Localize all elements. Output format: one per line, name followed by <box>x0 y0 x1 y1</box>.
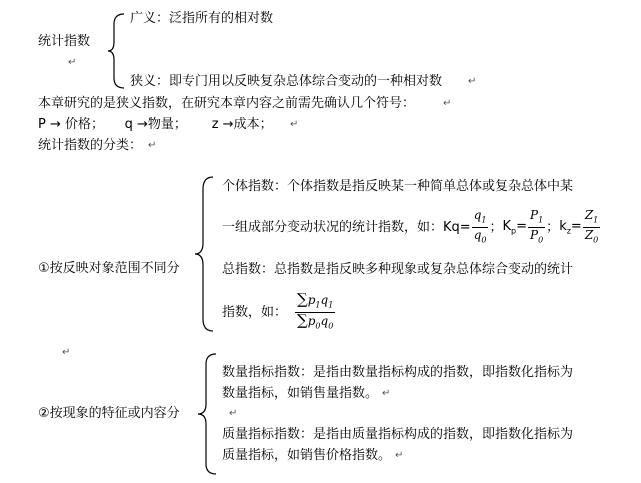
quantity-index-line2: 数量指标，如销售量指数。 <box>222 386 379 401</box>
return-mark: ↵ <box>68 57 77 68</box>
separator: ； <box>489 220 503 236</box>
quantity-index-line1: 数量指标指数：是指由数量指标构成的指数，即指数化指标为 <box>222 365 574 380</box>
section2-brace <box>196 352 220 478</box>
individual-index-text: 一组成部分变动状况的统计指数，如： <box>222 220 444 236</box>
kz-label: $k_z=$ <box>559 219 582 236</box>
aggregate-index-text: 指数，如： <box>222 305 288 321</box>
kq-label: Kq= <box>443 220 471 236</box>
kz-fraction: $\frac{Z_1}{Z_0}$ <box>584 208 599 245</box>
statistical-index-label: 统计指数 <box>38 34 91 49</box>
separator: ； <box>546 220 560 236</box>
scope-sentence: 本章研究的是狭义指数，在研究本章内容之前需先确认几个符号： <box>38 96 416 111</box>
quality-index-line2: 质量指标，如销售价格指数。 <box>222 448 392 463</box>
section2-label: ②按现象的特征或内容分 <box>38 406 180 421</box>
classification-title: 统计指数的分类： <box>38 138 143 153</box>
return-mark: ↵ <box>229 408 238 419</box>
individual-index-line2 <box>222 208 601 248</box>
broad-definition: 广义：泛指所有的相对数 <box>130 11 274 26</box>
kq-fraction: $\frac{q_1}{q_0}$ <box>473 208 487 245</box>
return-mark: ↵ <box>290 119 299 130</box>
section1-label: ①按反映对象范围不同分 <box>38 261 180 276</box>
individual-index-line1: 个体指数：个体指数是指反映某一种简单总体或复杂总体中某 <box>222 179 574 194</box>
narrow-definition: 狭义：即专门用以反映复杂总体综合变动的一种相对数 <box>130 74 443 89</box>
quality-index-line1: 质量指标指数：是指由质量指标构成的指数，即指数化指标为 <box>222 427 574 442</box>
return-mark: ↵ <box>443 98 452 109</box>
return-mark: ↵ <box>395 450 404 461</box>
kp-label: $K_p=$ <box>502 219 527 236</box>
intro-brace <box>106 12 128 90</box>
kp-fraction: $\frac{P_1}{P_0}$ <box>530 208 544 245</box>
aggregate-fraction: $\frac{\sum p_1q_1}{\sum p_0q_0}$ <box>297 290 334 331</box>
return-mark: ↵ <box>468 76 477 87</box>
return-mark: ↵ <box>382 388 391 399</box>
return-mark: ↵ <box>148 140 157 151</box>
return-mark: ↵ <box>62 347 71 358</box>
aggregate-index-line2 <box>222 292 336 334</box>
section1-brace <box>193 175 217 333</box>
aggregate-index-line1: 总指数：总指数是指反映多种现象或复杂总体综合变动的统计 <box>222 262 574 277</box>
symbols-line: P → 价格； q →物量； z →成本； <box>38 117 273 132</box>
